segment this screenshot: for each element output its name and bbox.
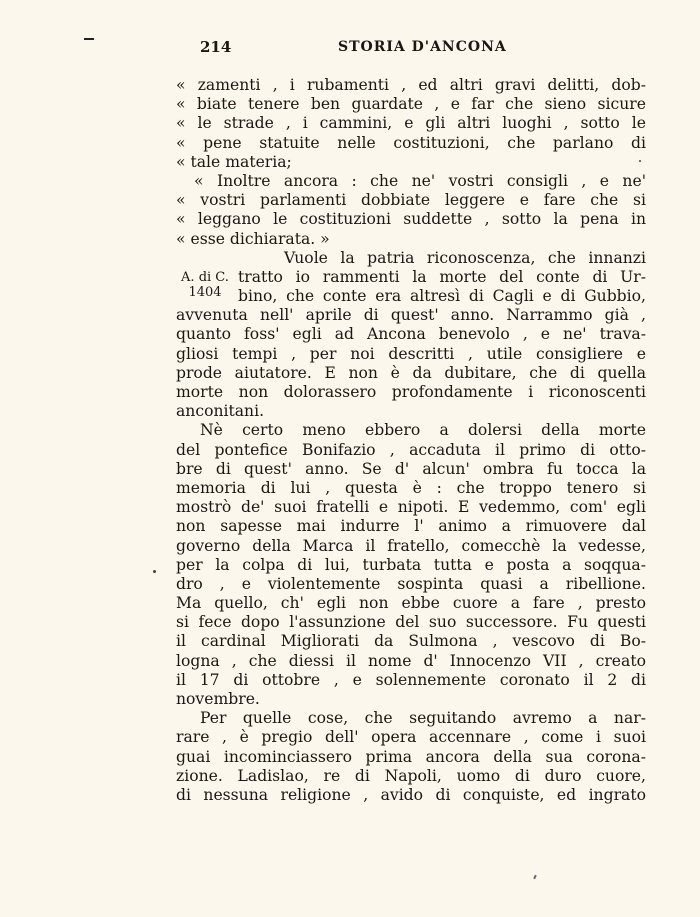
- text-line: « vostri parlamenti dobbiate leggere e fare che si: [176, 191, 646, 210]
- text-line: « biate tenere ben guardate , e far che sieno sicure: [176, 95, 646, 114]
- text-line: Vuole la patria riconoscenza, che innanzi: [284, 248, 646, 267]
- text-line: quanto foss' egli ad Ancona benevolo , e ne' trava-: [176, 325, 646, 344]
- text-line: si fece dopo l'assunzione del suo successore. Fu questi: [176, 613, 646, 632]
- text-line: « tale materia;: [176, 152, 292, 171]
- text-line: « le strade , i cammini, e gli altri luoghi , sotto le: [176, 114, 646, 133]
- page-header: [200, 38, 650, 62]
- text-line: zione. Ladislao, re di Napoli, uomo di duro cuore,: [176, 766, 646, 785]
- text-line: gliosi tempi , per noi descritti , utile consigliere e: [176, 344, 646, 363]
- text-line: prode aiutatore. E non è da dubitare, che di quella: [176, 363, 646, 382]
- text-line: « zamenti , i rubamenti , ed altri gravi delitti, dob-: [176, 76, 646, 94]
- text-line: Ma quello, ch' egli non ebbe cuore a fare , presto: [176, 594, 646, 613]
- text-line: Per quelle cose, che seguitando avremo a nar-: [200, 709, 646, 728]
- ink-mark: [84, 38, 94, 40]
- text-line: il cardinal Migliorati da Sulmona , vescovo di Bo-: [176, 632, 646, 651]
- text-line: « Inoltre ancora : che ne' vostri consigli , e ne': [194, 171, 646, 190]
- text-line: il 17 di ottobre , e solennemente coronato il 2 di: [176, 670, 646, 689]
- ink-speck: [533, 875, 537, 879]
- text-line: anconitani.: [176, 402, 265, 421]
- text-line: non sapesse mai indurre l' animo a rimuovere dal: [176, 517, 646, 536]
- text-line: avvenuta nell' aprile di quest' anno. Narrammo già ,: [176, 306, 646, 325]
- running-title: STORIA D'ANCONA: [338, 39, 507, 55]
- text-line: bino, che conte era altresì di Cagli e di Gubbio,: [238, 287, 646, 306]
- text-line: del pontefice Bonifazio , accaduta il primo di otto-: [176, 440, 646, 459]
- text-line: logna , che diessi il nome d' Innocenzo VII , creato: [176, 651, 646, 670]
- text-line: « pene statuite nelle costituzioni, che parlano di: [176, 133, 646, 152]
- margin-note-label: A. di C.: [181, 270, 229, 285]
- text-line: bre di quest' anno. Se d' alcun' ombra fu tocca la: [176, 459, 646, 478]
- text-line: governo della Marca il fratello, comecchè la vedesse,: [176, 536, 646, 555]
- text-line: dro , e violentemente sospinta quasi a ribellione.: [176, 574, 646, 593]
- text-line: guai incominciassero prima ancora della sua corona-: [176, 747, 646, 766]
- text-line: novembre.: [176, 690, 260, 708]
- page-number: 214: [200, 38, 232, 56]
- text-line: « leggano le costituzioni suddette , sotto la pena in: [176, 210, 646, 229]
- ink-speck: [153, 570, 156, 573]
- text-line: per la colpa di lui, turbata tutta e posta a soqqua-: [176, 555, 646, 574]
- text-line: di nessuna religione , avido di conquiste, ed ingrato: [176, 785, 646, 804]
- text-line: mostrò de' suoi fratelli e nipoti. E vedemmo, com' egli: [176, 498, 646, 517]
- text-line: rare , è pregio dell' opera accennare , come i suoi: [176, 728, 646, 747]
- margin-note-year: 1404: [188, 285, 222, 300]
- text-line: memoria di lui , questa è : che troppo tenero si: [176, 478, 646, 497]
- text-line: Nè certo meno ebbero a dolersi della morte: [200, 421, 646, 440]
- text-line: morte non dolorassero profondamente i riconoscenti: [176, 383, 646, 401]
- text-line: tratto io rammenti la morte del conte di Ur-: [238, 267, 646, 286]
- body-text: [176, 76, 646, 805]
- text-line: « esse dichiarata. »: [176, 229, 330, 248]
